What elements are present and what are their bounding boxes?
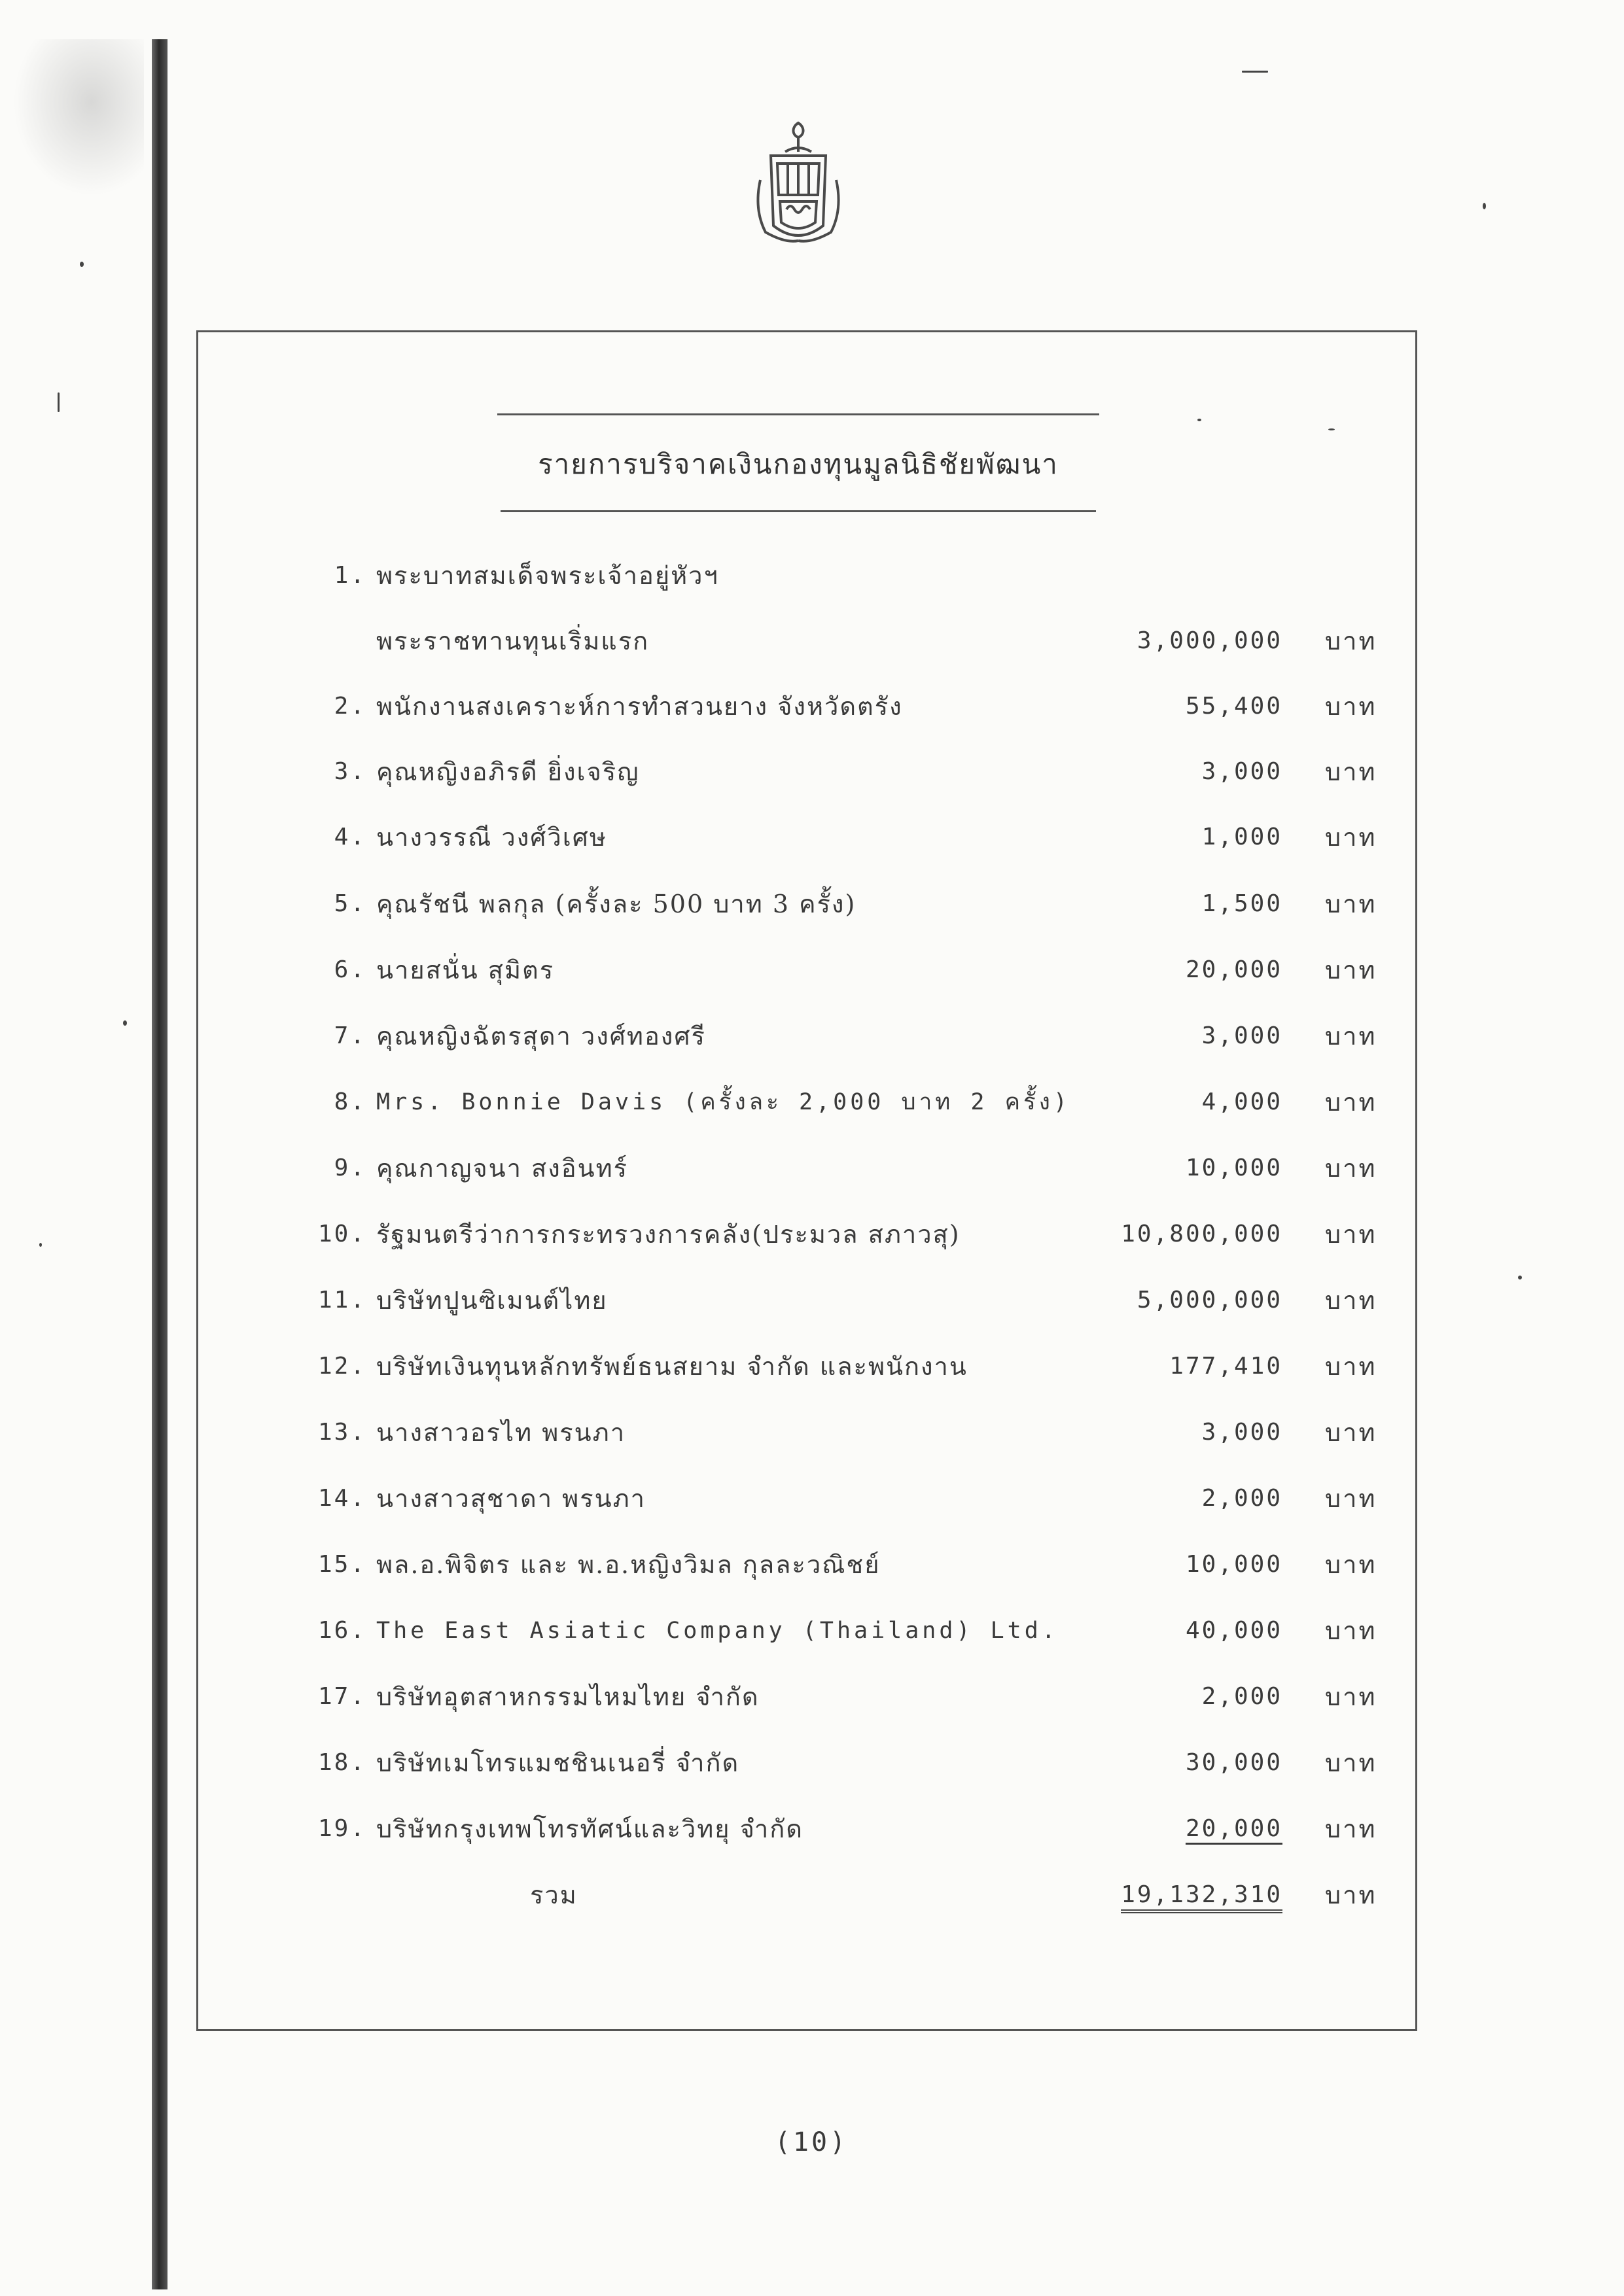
item-unit: บาท <box>1325 1286 1377 1315</box>
item-unit: บาท <box>1325 1616 1377 1645</box>
item-unit: บาท <box>1325 823 1377 852</box>
item-amount <box>1021 1803 1282 1855</box>
item-number: 19. <box>317 1815 366 1842</box>
item-unit: บาท <box>1325 1352 1377 1381</box>
item-number: 13. <box>317 1419 366 1446</box>
item-unit: บาท <box>1325 1088 1377 1117</box>
item-amount: 10,000 <box>1185 1551 1282 1578</box>
item-description: บริษัทอุตสาหกรรมไหมไทย จำกัด <box>376 1682 760 1711</box>
item-amount: 10,000 <box>1185 1155 1282 1181</box>
item-amount: 30,000 <box>1185 1749 1282 1776</box>
item-description: คุณหญิงฉัตรสุดา วงศ์ทองศรี <box>376 1022 706 1051</box>
list-item <box>0 615 1624 667</box>
item-unit: บาท <box>1325 1484 1377 1513</box>
item-amount: 40,000 <box>1185 1617 1282 1644</box>
item-unit: บาท <box>1325 890 1377 918</box>
item-number: 10. <box>317 1221 366 1247</box>
item-amount: 2,000 <box>1201 1683 1282 1710</box>
emblem-icon <box>746 118 851 249</box>
scan-speck <box>39 1243 42 1247</box>
item-description: นางสาวสุชาดา พรนภา <box>376 1484 646 1513</box>
item-unit: บาท <box>1325 692 1377 721</box>
list-item <box>0 746 1624 798</box>
item-description: พล.อ.พิจิตร และ พ.อ.หญิงวิมล กุลละวณิชย์ <box>376 1550 881 1579</box>
item-amount: 177,410 <box>1169 1353 1282 1380</box>
total-amount <box>1021 1869 1282 1921</box>
item-amount: 3,000 <box>1201 1022 1282 1049</box>
scan-speck <box>80 262 84 267</box>
item-amount: 55,400 <box>1185 693 1282 720</box>
list-item <box>0 1010 1624 1062</box>
item-unit: บาท <box>1325 1550 1377 1579</box>
list-item <box>0 1076 1624 1128</box>
item-amount: 5,000,000 <box>1137 1287 1282 1313</box>
list-item <box>0 1274 1624 1327</box>
title-rule-top <box>497 413 1099 415</box>
list-item <box>0 944 1624 996</box>
list-item <box>0 1803 1624 1855</box>
total-label: รวม <box>530 1881 578 1909</box>
list-item <box>0 1142 1624 1194</box>
item-description: คุณรัชนี พลกุล (ครั้งละ 500 บาท 3 ครั้ง) <box>376 890 856 918</box>
list-item <box>0 1472 1624 1525</box>
list-item <box>0 878 1624 930</box>
list-item <box>0 1340 1624 1393</box>
list-item <box>0 1539 1624 1591</box>
scan-speck <box>1242 71 1268 73</box>
scan-speck <box>123 1020 127 1026</box>
item-number: 14. <box>317 1485 366 1512</box>
item-description: บริษัทกรุงเทพโทรทัศน์และวิทยุ จำกัด <box>376 1815 803 1843</box>
list-item <box>0 680 1624 733</box>
item-unit: บาท <box>1325 1022 1377 1051</box>
item-number: 12. <box>317 1353 366 1380</box>
item-number: 4. <box>334 824 366 850</box>
page-number: (10) <box>774 2127 849 2157</box>
item-number: 5. <box>334 890 366 917</box>
item-unit: บาท <box>1325 1815 1377 1843</box>
item-amount: 20,000 <box>1185 956 1282 983</box>
item-number: 8. <box>334 1088 366 1115</box>
item-number: 15. <box>317 1551 366 1578</box>
item-description: พระบาทสมเด็จพระเจ้าอยู่หัวฯ <box>376 561 719 590</box>
scan-speck <box>58 392 60 412</box>
item-unit: บาท <box>1325 1418 1377 1447</box>
item-amount: 10,800,000 <box>1121 1221 1282 1247</box>
item-amount: 1,000 <box>1201 824 1282 850</box>
title-rule-bottom <box>501 510 1096 512</box>
item-description: บริษัทปูนซิเมนต์ไทย <box>376 1286 608 1315</box>
item-amount: 2,000 <box>1201 1485 1282 1512</box>
item-unit: บาท <box>1325 627 1377 655</box>
list-item <box>0 1671 1624 1723</box>
item-unit: บาท <box>1325 956 1377 984</box>
scan-speck <box>1197 419 1201 421</box>
document-title: รายการบริจาคเงินกองทุนมูลนิธิชัยพัฒนา <box>538 448 1059 480</box>
item-description: นายสนั่น สุมิตร <box>376 956 555 984</box>
item-amount: 4,000 <box>1201 1088 1282 1115</box>
total-amount-value: 19,132,310 <box>1121 1881 1282 1913</box>
item-number: 18. <box>317 1749 366 1776</box>
item-unit: บาท <box>1325 757 1377 786</box>
list-item <box>0 549 1624 602</box>
scan-speck <box>1328 428 1335 430</box>
scan-speck <box>1483 203 1486 209</box>
total-unit: บาท <box>1325 1881 1377 1909</box>
item-description: บริษัทเงินทุนหลักทรัพย์ธนสยาม จำกัด และพนักงาน <box>376 1352 968 1381</box>
item-unit: บาท <box>1325 1748 1377 1777</box>
scan-shadow <box>13 39 144 196</box>
item-number: 9. <box>334 1155 366 1181</box>
item-description: พนักงานสงเคราะห์การทำสวนยาง จังหวัดตรัง <box>376 692 903 721</box>
item-unit: บาท <box>1325 1682 1377 1711</box>
item-number: 2. <box>334 693 366 720</box>
item-unit: บาท <box>1325 1220 1377 1249</box>
list-item <box>0 811 1624 863</box>
list-item <box>0 1737 1624 1789</box>
total-row <box>0 1869 1624 1921</box>
item-description: นางสาวอรไท พรนภา <box>376 1418 626 1447</box>
item-description: คุณหญิงอภิรดี ยิ่งเจริญ <box>376 757 640 786</box>
scan-speck <box>1518 1276 1522 1279</box>
item-amount: 3,000 <box>1201 758 1282 785</box>
item-description: The East Asiatic Company (Thailand) Ltd. <box>376 1618 1059 1644</box>
item-number: 1. <box>334 562 366 589</box>
item-amount: 1,500 <box>1201 890 1282 917</box>
item-number: 6. <box>334 956 366 983</box>
item-description: บริษัทเมโทรแมชชินเนอรี่ จำกัด <box>376 1748 740 1777</box>
list-item <box>0 1406 1624 1459</box>
item-amount: 3,000 <box>1201 1419 1282 1446</box>
item-description: รัฐมนตรีว่าการกระทรวงการคลัง(ประมวล สภาวสุ) <box>376 1220 961 1249</box>
item-number: 11. <box>317 1287 366 1313</box>
item-description: คุณกาญจนา สงอินทร์ <box>376 1154 629 1183</box>
item-description: นางวรรณี วงศ์วิเศษ <box>376 823 607 852</box>
item-description: Mrs. Bonnie Davis (ครั้งละ 2,000 บาท 2 ครั้ง) <box>376 1089 1070 1115</box>
list-item <box>0 1208 1624 1261</box>
item-amount-value: 20,000 <box>1185 1815 1282 1842</box>
item-number: 17. <box>317 1683 366 1710</box>
item-unit: บาท <box>1325 1154 1377 1183</box>
item-description: พระราชทานทุนเริ่มแรก <box>376 627 650 655</box>
item-number: 3. <box>334 758 366 785</box>
item-amount: 3,000,000 <box>1137 627 1282 654</box>
list-item <box>0 1605 1624 1657</box>
item-number: 16. <box>317 1617 366 1644</box>
item-number: 7. <box>334 1022 366 1049</box>
